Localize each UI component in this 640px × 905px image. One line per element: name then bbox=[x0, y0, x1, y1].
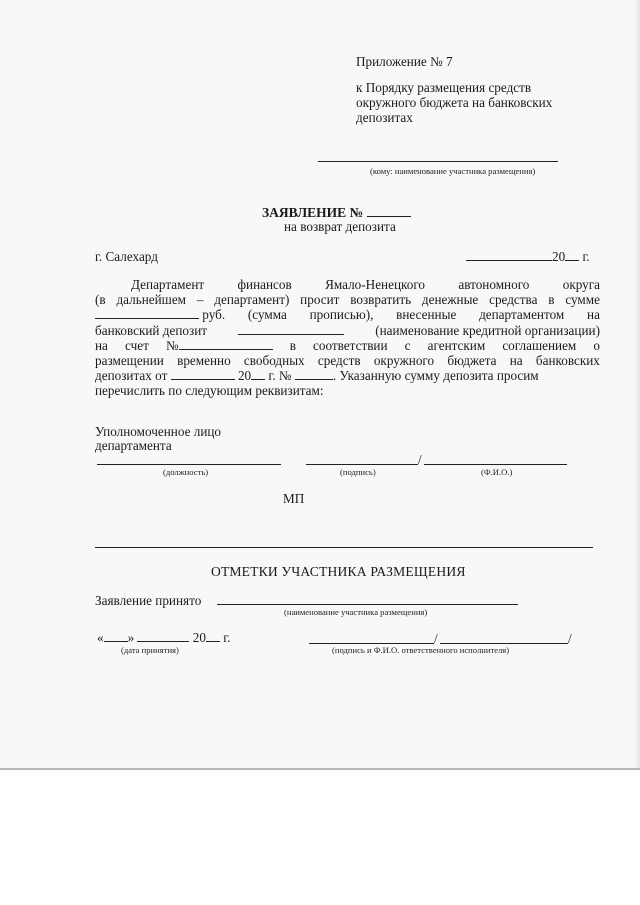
application-number-blank bbox=[367, 205, 411, 217]
signature-caption: (подпись) bbox=[340, 467, 376, 477]
participant-name-caption: (наименование участника размещения) bbox=[284, 607, 428, 617]
body-line: перечислить по следующим реквизитам: bbox=[95, 383, 324, 399]
body-line: банковский депозит (наименование кредитной организации) bbox=[95, 322, 600, 338]
position-line bbox=[97, 464, 281, 465]
acceptance-date-caption: (дата принятия) bbox=[121, 645, 179, 655]
agreement-date-blank bbox=[171, 368, 235, 380]
authorized-person-label-1: Уполномоченное лицо bbox=[95, 424, 222, 439]
body-line: Департамент финансов Ямало-Ненецкого автономного округа bbox=[131, 277, 600, 292]
marks-heading: ОТМЕТКИ УЧАСТНИКА РАЗМЕЩЕНИЯ bbox=[211, 564, 466, 579]
year-blank bbox=[565, 249, 579, 261]
body-line: размещении временно свободных средств окружного бюджета на банковских bbox=[95, 352, 600, 368]
acceptance-date: « » 20 г. bbox=[97, 630, 231, 645]
responsible-fio-line bbox=[440, 643, 568, 644]
responsible-caption: (подпись и Ф.И.О. ответственного исполнителя) bbox=[332, 645, 510, 655]
body-paragraph bbox=[95, 277, 600, 399]
month-blank bbox=[137, 630, 189, 642]
stamp-place: МП bbox=[283, 491, 305, 506]
body-line: депозитах от 20 г. № . Указанную сумму депозита просим bbox=[95, 368, 539, 384]
amount-words-blank bbox=[95, 307, 199, 319]
responsible-slash-2: / bbox=[568, 631, 572, 646]
account-number-blank bbox=[179, 338, 273, 350]
signature-slash: / bbox=[418, 452, 422, 467]
document-title: ЗАЯВЛЕНИЕ № bbox=[262, 205, 411, 221]
agreement-number-blank bbox=[295, 368, 333, 380]
date-blank bbox=[466, 249, 552, 261]
fio-caption: (Ф.И.О.) bbox=[481, 467, 513, 477]
city: г. Салехард bbox=[95, 249, 158, 264]
agreement-year-blank bbox=[251, 368, 265, 380]
appendix-number: Приложение № 7 bbox=[356, 54, 453, 69]
body-line: (в дальнейшем – департамент) просит возвратить денежные средства в сумме bbox=[95, 292, 600, 308]
accepted-label: Заявление принято bbox=[95, 593, 202, 608]
recipient-line bbox=[318, 161, 558, 162]
document-subtitle: на возврат депозита bbox=[284, 219, 396, 234]
bank-name-blank bbox=[238, 323, 344, 335]
responsible-slash-1: / bbox=[434, 631, 438, 646]
appendix-reference-line-3: депозитах bbox=[356, 110, 413, 125]
day-blank bbox=[104, 630, 128, 642]
appendix-reference-line-1: к Порядку размещения средств bbox=[356, 80, 532, 95]
participant-name-line bbox=[217, 604, 518, 605]
appendix-reference-line-2: окружного бюджета на банковских bbox=[356, 95, 553, 110]
section-separator bbox=[95, 547, 593, 548]
fio-line bbox=[424, 464, 567, 465]
body-line: на счет № в соответствии с агентским соглашением о bbox=[95, 337, 600, 353]
application-date: 20 г. bbox=[466, 249, 590, 265]
acceptance-year-blank bbox=[206, 630, 220, 642]
signature-line bbox=[306, 464, 418, 465]
body-line: руб. (сумма прописью), внесенные департаментом на bbox=[95, 307, 600, 322]
position-caption: (должность) bbox=[163, 467, 209, 477]
authorized-person-label-2: департамента bbox=[95, 438, 172, 453]
recipient-caption: (кому: наименование участника размещения) bbox=[370, 166, 536, 176]
responsible-signature-line bbox=[309, 643, 434, 644]
